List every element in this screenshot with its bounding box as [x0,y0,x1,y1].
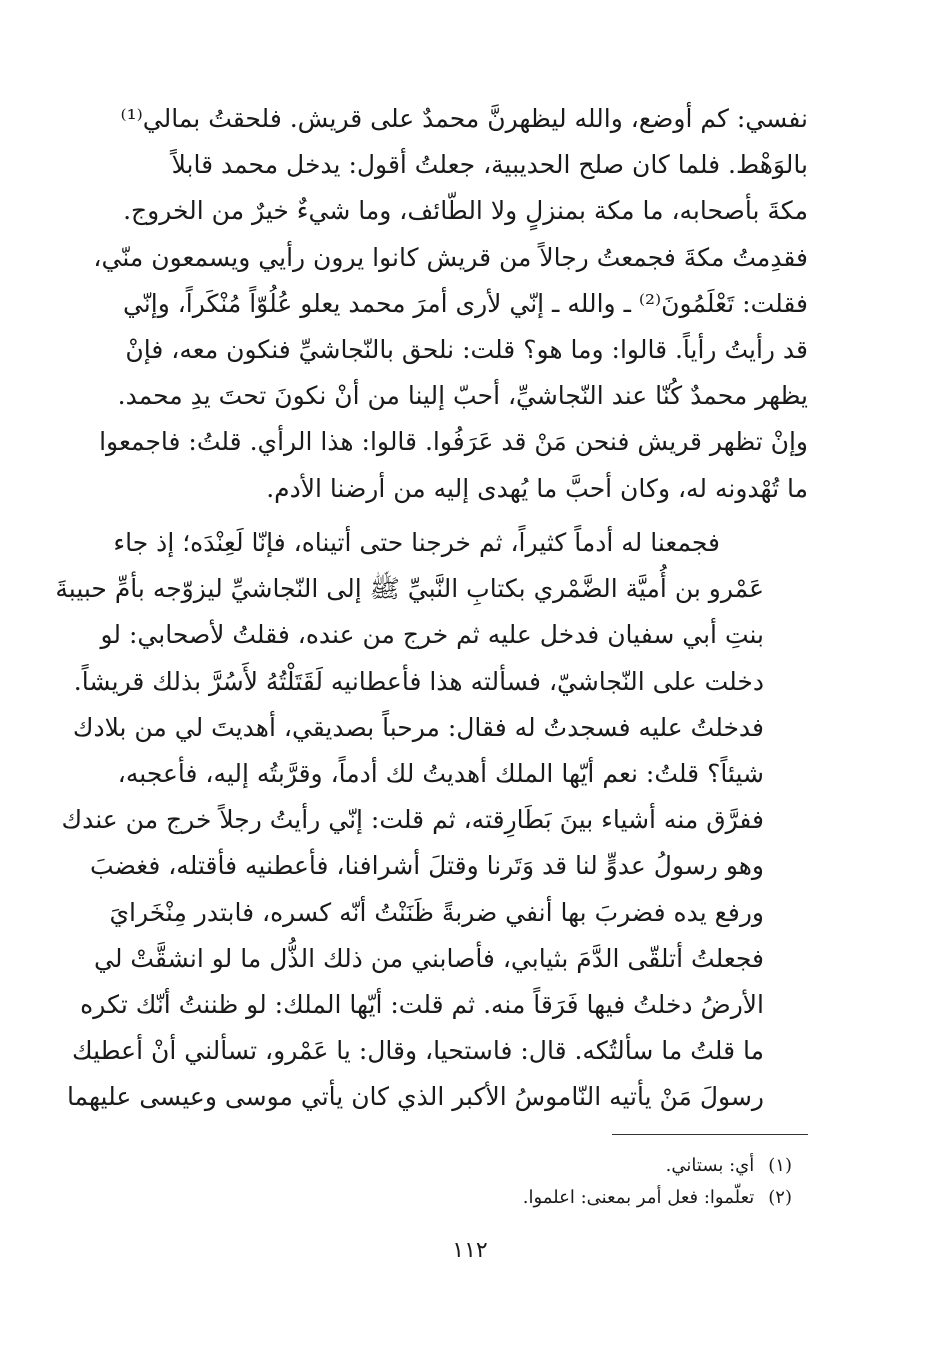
footnote-separator [612,1134,808,1135]
text-line: مكةَ بأصحابه، ما مكة بمنزلٍ ولا الطّائف، وما شيءٌ خيرٌ من الخروج. [123,196,808,226]
text-line: بنتِ أبي سفيان فدخل عليه ثم خرج من عنده، فقلتُ لأصحابي: لو [100,620,764,650]
text-line: قد رأيتُ رأياً. قالوا: وما هو؟ قلت: نلحق بالنّجاشيِّ فنكون معه، فإنْ [125,335,808,365]
page-number: ١١٢ [452,1238,488,1263]
footnote-text: أي: بستاني. [665,1155,755,1176]
footnote-number: (٢) [768,1187,792,1208]
text-line: ما تُهْدونه له، وكان أحبَّ ما يُهدى إليه من أرضنا الأدم. [266,473,808,503]
text-line: بالوَهْط. فلما كان صلح الحديبية، جعلتُ أقول: يدخل محمد قابلاً [171,150,808,180]
text-line: وإنْ تظهر قريش فنحن مَنْ قد عَرَفُوا. قالوا: هذا الرأي. قلتُ: فاجمعوا [99,427,808,457]
text-line: يظهر محمدٌ كُنّا عند النّجاشيِّ، أحبّ إلينا من أنْ نكونَ تحتَ يدِ محمد. [117,381,808,411]
text-line: ورفع يده فضربَ بها أنفي ضربةً ظَنَنْتُ أنّه كسره، فابتدر مِنْخَرايَ [109,897,764,927]
text-line: نفسي: كم أوضع، والله ليظهرنَّ محمدٌ على قريش. فلحقتُ بمالي⁽¹⁾ [120,104,808,133]
paragraph-2 [55,520,808,1121]
text-line: رسولَ مَنْ يأتيه النّاموسُ الأكبر الذي كان يأتي موسى وعيسى عليهما [66,1082,764,1112]
text-line: فقدِمتُ مكةَ فجمعتُ رجالاً من قريش كانوا يرون رأيي ويسمعون منّي، [93,242,808,272]
text-line: شيئاً؟ قلتُ: نعم أيّها الملك أهديتُ لك أدماً، وقرَّبتُه إليه، فأعجبه، [117,759,764,789]
footnote-item [400,1150,792,1182]
text-line: فجمعنا له أدماً كثيراً، ثم خرجنا حتى أتيناه، فإنّا لَعِنْدَه؛ إذ جاء [113,528,720,557]
footnote-number: (١) [768,1155,792,1176]
text-line: فقلت: تَعْلَمُونَ⁽²⁾ ـ والله ـ إنّي لأرى أمرَ محمد يعلو عُلُوّاً مُنْكَراً، وإنّي [122,288,808,318]
text-line: الأرضُ دخلتُ فيها فَرَقاً منه. ثم قلت: أيّها الملك: لو ظننتُ أنّك تكره [80,990,764,1020]
text-line: فجعلتُ أتلقّى الدَّمَ بثيابي، فأصابني من ذلك الذُّل ما لو انشقَّتْ لي [94,943,764,973]
text-line: ما قلتُ ما سألتُكه. قال: فاستحيا، وقال: يا عَمْرو، تسألني أنْ أعطيك [72,1036,764,1066]
footnotes [400,1150,792,1214]
text-line: عَمْرو بن أُميَّة الضَّمْري بكتابِ النَّبيِّ ﷺ إلى النّجاشيِّ ليزوّجه بأمِّ حبيبةَ [55,574,764,604]
footnote-text: تعلّموا: فعل أمر بمعنى: اعلموا. [522,1187,755,1208]
text-line: ففرَّق منه أشياء بينَ بَطَارِقته، ثم قلت: إنّي رأيتُ رجلاً خرج من عندك [61,805,764,835]
text-line: وهو رسولُ عدوٍّ لنا قد وَتَرنا وقتلَ أشرافنا، فأعطنيه فأقتله، فغضبَ [90,851,764,881]
footnote-item [400,1182,792,1214]
text-line: دخلت على النّجاشيّ، فسألته هذا فأعطانيه لَقَتَلْتُهُ لأَسُرَّ بذلك قريشاً. [73,666,764,696]
paragraph-1 [93,96,808,512]
text-line: فدخلتُ عليه فسجدتُ له فقال: مرحباً بصديقي، أهديتَ لي من بلادك [72,712,764,742]
